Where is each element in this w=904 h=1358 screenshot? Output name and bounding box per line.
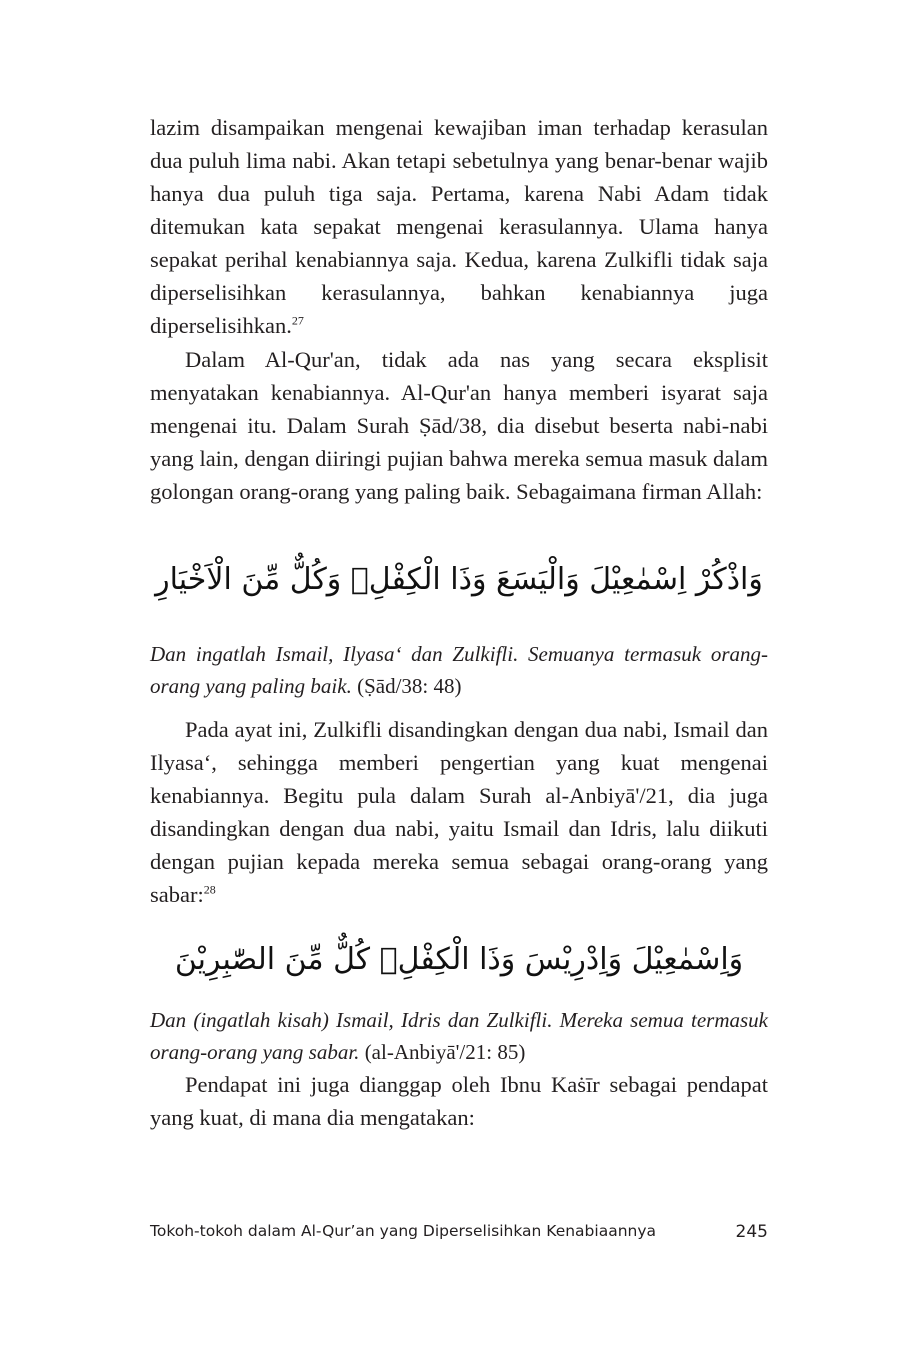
footnote-ref[interactable]: 27 — [291, 313, 304, 328]
quran-verse-arabic: وَاذْكُرْ اِسْمٰعِيْلَ وَالْيَسَعَ وَذَا الْكِفْلِۗ وَكُلٌّ مِّنَ الْاَخْيَارِ — [155, 562, 763, 597]
paragraph-1 — [150, 111, 768, 342]
running-title: Tokoh-tokoh dalam Al-Qur’an yang Diperselisihkan Kenabiaannya — [150, 1222, 657, 1240]
paragraph-text: Pada ayat ini, Zulkifli disandingkan dengan dua nabi, Ismail dan Ilyasa‘, sehingga memberi pengertian yang kuat mengenai kenabiannya. Begitu pula dalam Surah al-Anbiyā'/21, dia juga disandingkan dengan dua nabi, yaitu Ismail dan Idris, lalu diikuti dengan pujian kepada mereka semua sebagai orang-orang yang sabar: — [150, 717, 768, 907]
verse-reference: (Ṣād/38: 48) — [357, 674, 462, 698]
page-footer — [150, 1222, 768, 1240]
translation-text: Dan (ingatlah kisah) Ismail, Idris dan Zulkifli. Mereka semua termasuk orang-orang yang sabar. — [150, 1008, 768, 1064]
quran-verse-arabic: وَاِسْمٰعِيْلَ وَاِدْرِيْسَ وَذَا الْكِفْلِۗ كُلٌّ مِّنَ الصّٰبِرِيْنَ — [174, 942, 744, 977]
page-number: 245 — [735, 1222, 768, 1242]
translation-text: Dan ingatlah Ismail, Ilyasa‘ dan Zulkifli. Semuanya termasuk orang-orang yang paling baik. — [150, 642, 768, 698]
verse-reference: (al-Anbiyā'/21: 85) — [364, 1040, 526, 1064]
verse-translation — [150, 638, 768, 702]
footnote-ref[interactable]: 28 — [203, 882, 216, 897]
paragraph-text: lazim disampaikan mengenai kewajiban iman terhadap kerasulan dua puluh lima nabi. Akan tetapi sebetulnya yang benar-benar wajib hanya dua puluh tiga saja. Pertama, karena Nabi Adam tidak ditemukan kata sepakat mengenai kerasulannya. Ulama hanya sepakat perihal kenabiannya saja. Kedua, karena Zulkifli tidak saja diperselisihkan kerasulannya, bahkan kenabiannya juga diperselisihkan. — [150, 115, 768, 338]
verse-translation — [150, 1004, 768, 1068]
paragraph-2: Dalam Al-Qur'an, tidak ada nas yang secara eksplisit menyatakan kenabiannya. Al-Qur'an hanya memberi isyarat saja mengenai itu. Dalam Surah Ṣād/38, dia disebut beserta nabi-nabi yang lain, dengan diiringi pujian bahwa mereka semua masuk dalam golongan orang-orang yang paling baik. Sebagaimana firman Allah: — [150, 347, 768, 504]
paragraph-3 — [150, 713, 768, 911]
paragraph-4: Pendapat ini juga dianggap oleh Ibnu Kaṡīr sebagai pendapat yang kuat, di mana dia mengatakan: — [150, 1072, 768, 1130]
